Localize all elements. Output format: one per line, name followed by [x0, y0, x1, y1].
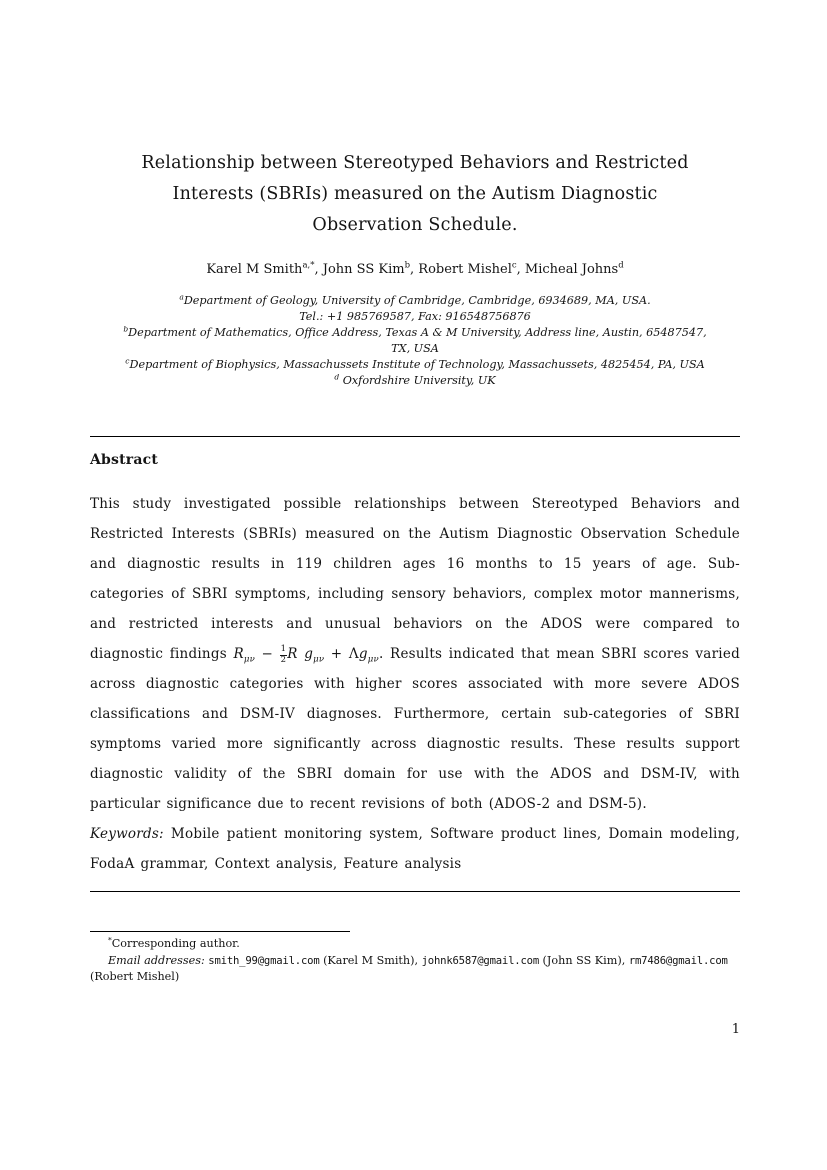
corresponding-author-note: *Corresponding author.	[108, 935, 240, 950]
affiliation-line-continuation: TX, USA	[391, 342, 439, 355]
paper-title	[90, 148, 740, 241]
affiliation-line: $^d$ Oxfordshire University, UK	[334, 372, 496, 387]
affiliations-block	[90, 293, 740, 389]
affiliation-line: $^b$Department of Mathematics, Office Address, Texas A & M University, Address line, Austin, 65487547,	[123, 324, 707, 339]
email-addresses-note	[90, 953, 740, 986]
abstract-heading: Abstract	[90, 452, 159, 468]
author-affiliation-superscript: c	[511, 260, 517, 271]
keywords-text: Mobile patient monitoring system, Software product lines, Domain modeling, FodaA grammar, Context analysis, Feature analysis	[90, 826, 740, 872]
author-line	[90, 262, 740, 277]
equation-fraction: $\frac{1}{2}$	[280, 644, 287, 665]
email-owner: (John SS Kim),	[539, 953, 629, 967]
affiliation-line: $^c$Department of Biophysics, Massachussets Institute of Technology, Massachussets, 4825454, PA, USA	[125, 356, 705, 371]
author-separator: ,	[516, 262, 525, 277]
title-line-2: Interests (SBRIs) measured on the Autism Diagnostic	[172, 184, 658, 204]
author-separator: ,	[410, 262, 419, 277]
affiliation-contact-line: Tel.: +1 985769587, Fax: 916548756876	[299, 310, 531, 323]
email-owner: (Robert Mishel)	[90, 970, 180, 983]
author-affiliation-superscript: b	[404, 260, 411, 271]
affiliation-line: $^a$Department of Geology, University of Cambridge, Cambridge, 6934689, MA, USA.	[179, 292, 651, 307]
keywords-line	[90, 819, 740, 879]
email-label: Email addresses:	[108, 953, 209, 967]
inline-equation: $R_{\mu\nu}$ − $\frac{1}{2}$ R $g_{\mu\nu} + \Lambda g_{\mu\nu}$.	[233, 644, 384, 665]
author-name: Karel M Smith$^{a,*}$	[206, 260, 315, 277]
email-address: smith_99@gmail.com	[208, 954, 320, 967]
author-name: Micheal Johns$^d$	[524, 260, 624, 277]
author-name: Robert Mishel$^c$	[418, 260, 517, 277]
title-line-1: Relationship between Stereotyped Behaviors and Restricted	[141, 153, 689, 173]
email-owner: (Karel M Smith),	[319, 953, 422, 967]
email-address: rm7486@gmail.com	[628, 954, 728, 967]
abstract-section	[90, 436, 740, 892]
author-name: John SS Kim$^b$	[322, 260, 411, 277]
title-line-3: Observation Schedule.	[312, 215, 518, 235]
author-separator: ,	[314, 262, 323, 277]
footnote-rule	[90, 931, 350, 932]
page-number: 1	[731, 1022, 740, 1037]
email-address: johnk6587@gmail.com	[421, 954, 539, 967]
footnote-block	[90, 931, 740, 986]
author-affiliation-superscript: d	[618, 260, 624, 271]
author-affiliation-superscript: a,*	[302, 260, 315, 271]
abstract-body: This study investigated possible relationships between Stereotyped Behaviors and Restricted Interests (SBRIs) measured on the Autism Diagnostic Observation Schedule and diagnostic results in 119 children ages 16 months to 15 years of age. Sub-categories of SBRI symptoms, including sensory behaviors, complex motor mannerisms, and restricted interests and unusual behaviors on the ADOS were compared to diagnostic findings $R_{\mu\nu}$ − $\frac{1}{2}$ R $g_{\mu\nu} + \Lambda g_{\mu\nu}$. Results indicated that mean SBRI scores varied across diagnostic categories with higher scores associated with more severe ADOS classifications and DSM-IV diagnoses. Furthermore, certain sub-categories of SBRI symptoms varied more significantly across diagnostic results. These results support diagnostic validity of the SBRI domain for use with the ADOS and DSM-IV, with particular significance due to recent revisions of both (ADOS-2 and DSM-5).	[90, 496, 740, 812]
keywords-label: Keywords:	[90, 826, 164, 842]
